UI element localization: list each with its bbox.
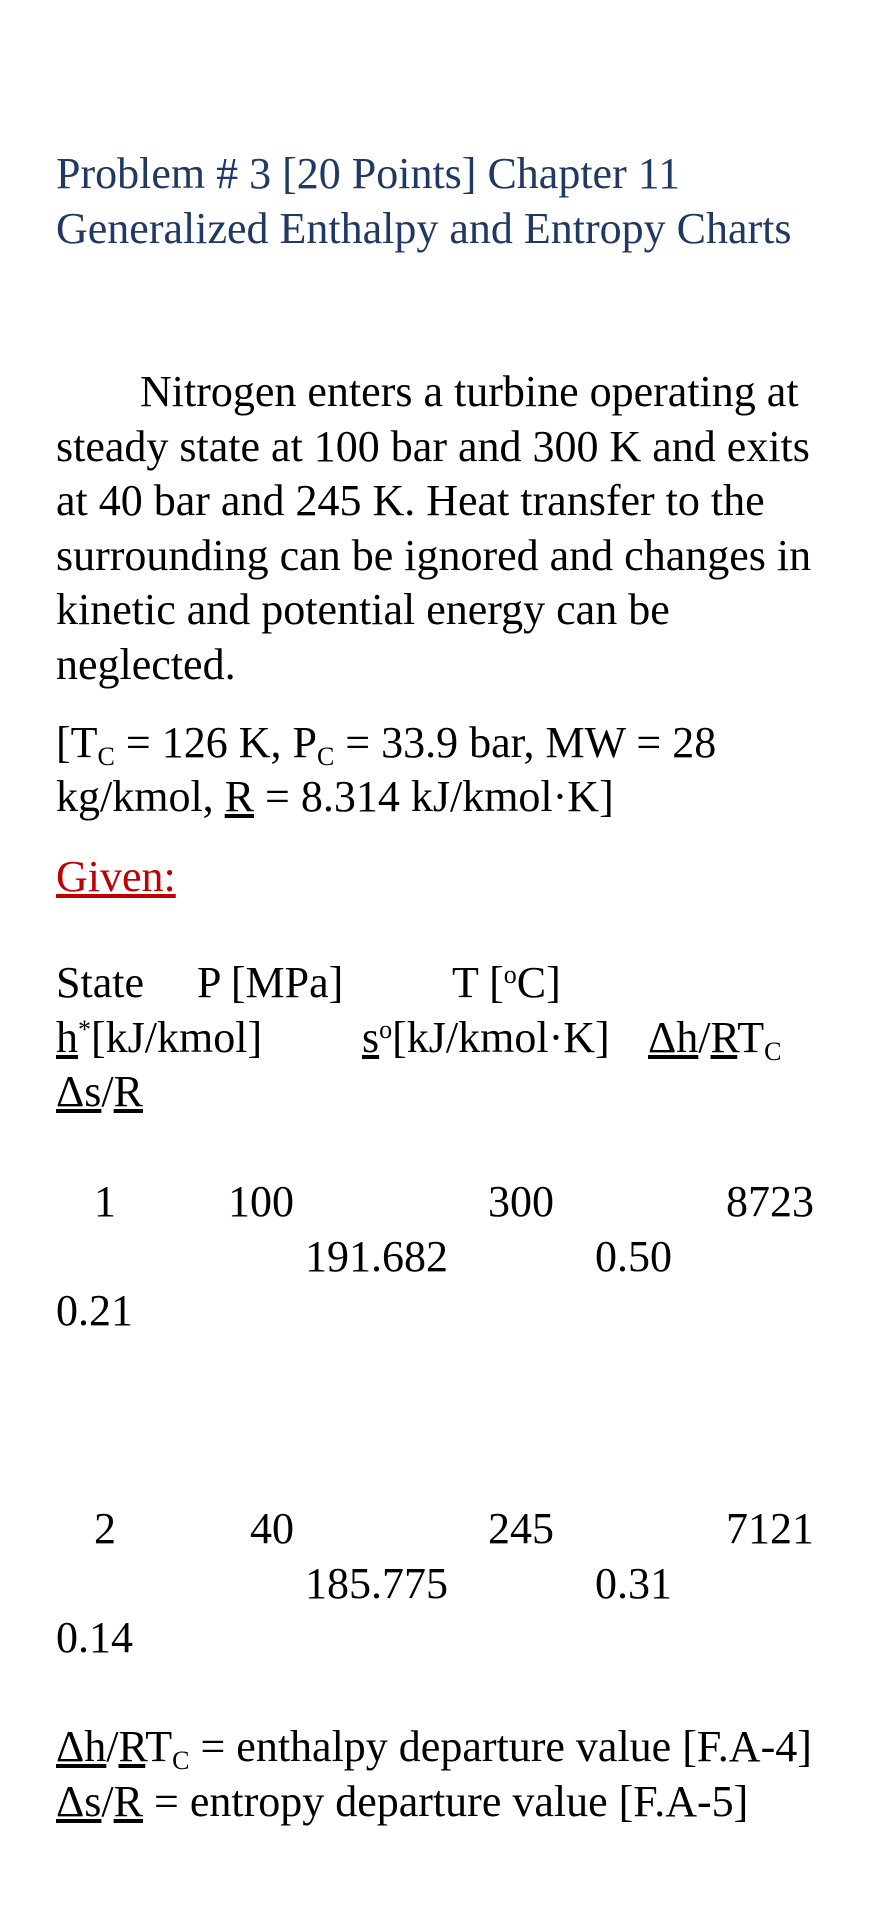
row1-state: 1: [94, 1177, 116, 1226]
header-pressure: P [MPa]: [197, 958, 344, 1007]
constants-line: [56, 716, 856, 824]
header-enthalpy: h*[kJ/kmol]: [56, 1013, 263, 1062]
problem-statement: [56, 365, 846, 692]
constants-pc-value: = 33.9 bar, MW = 28 kg/kmol,: [56, 718, 717, 821]
problem-statement-text: Nitrogen enters a turbine operating at steady state at 100 bar and 300 K and exits at 40 bar and 245 K. Heat transfer to the surrounding can be ignored and changes in kinetic and potential energy can be neglected.: [56, 367, 812, 689]
tc-subscript: C: [97, 742, 115, 771]
gas-constant-symbol: R: [224, 772, 255, 821]
pc-subscript: C: [316, 742, 335, 771]
header-temperature: T [$^o$C]: [452, 958, 561, 1007]
row1-enthalpy: 8723: [726, 1177, 814, 1226]
row1-entropy: 191.682: [305, 1232, 448, 1281]
constants-open: [T: [56, 718, 98, 767]
gas-constant-value: = 8.314 kJ/kmol·K]: [254, 772, 614, 821]
row2-temperature: 245: [488, 1504, 554, 1553]
header-entropy: $s^o[kJ/kmol\cdot K]$: [362, 1013, 610, 1062]
departure-definitions: $\Delta h/RT_C$ = enthalpy departure value [F.A-4] Δs/R = entropy departure value [F.A-5]: [56, 1722, 812, 1826]
given-label: Given:: [56, 852, 176, 901]
header-state: State: [56, 958, 144, 1007]
row1-entropy-departure: 0.21: [56, 1286, 133, 1335]
problem-heading: Problem # 3 [20 Points] Chapter 11 Generalized Enthalpy and Entropy Charts: [56, 149, 792, 253]
row1-enthalpy-departure: 0.50: [595, 1232, 672, 1281]
row2-pressure: 40: [250, 1504, 294, 1553]
header-entropy-departure: Δs/R: [56, 1067, 144, 1116]
constants-tc-value: = 126 K, P: [114, 718, 317, 767]
row2-entropy: 185.775: [305, 1559, 448, 1608]
row1-temperature: 300: [488, 1177, 554, 1226]
row1-pressure: 100: [228, 1177, 294, 1226]
row2-enthalpy-departure: 0.31: [595, 1559, 672, 1608]
row2-entropy-departure: 0.14: [56, 1613, 133, 1662]
row2-state: 2: [94, 1504, 116, 1553]
row2-enthalpy: 7121: [726, 1504, 814, 1553]
header-enthalpy-departure: $\Delta h/RT_C$: [648, 1013, 782, 1066]
